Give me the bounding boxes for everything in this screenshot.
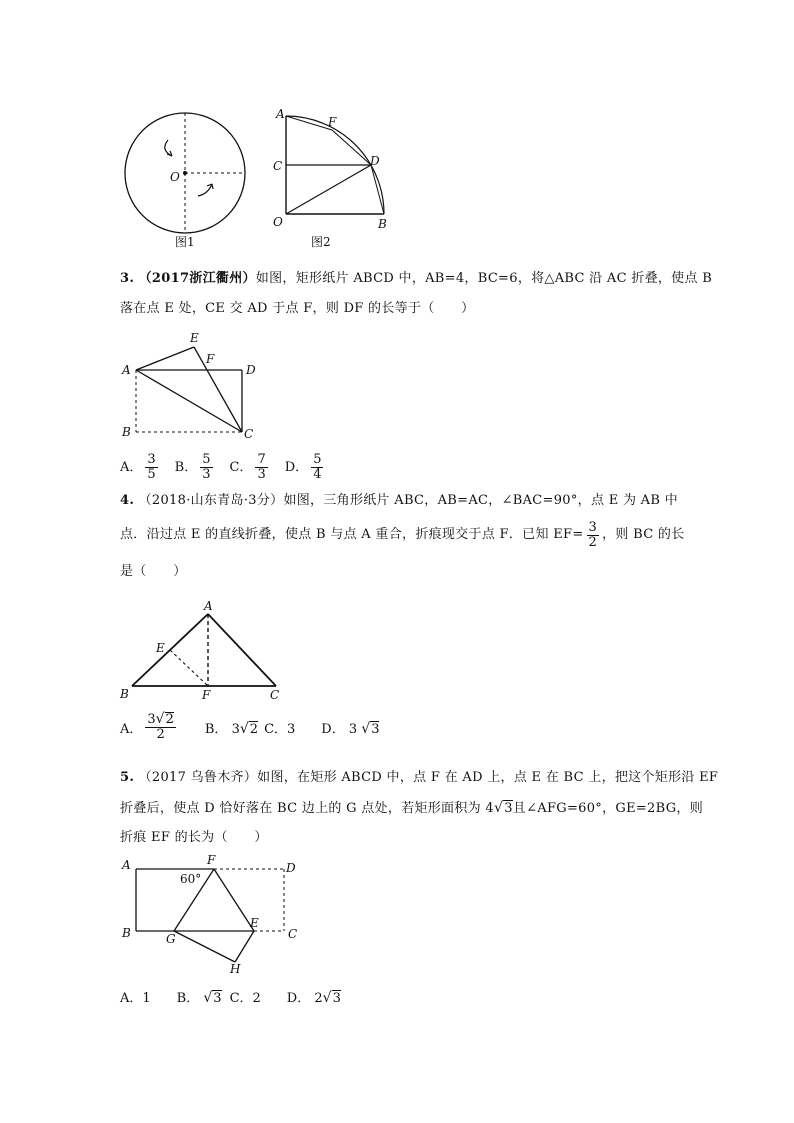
label-F: F bbox=[328, 115, 337, 129]
q5-figure bbox=[118, 852, 308, 977]
label-H: H bbox=[230, 962, 241, 976]
q4-line2: 点．沿过点 E 的直线折叠，使点 B 与点 A 重合，折痕现交于点 F．已知 EF= $\frac{3}{2}$ ，则 BC 的长 bbox=[120, 519, 685, 550]
label-D: D bbox=[286, 861, 296, 875]
q4-option-d[interactable]: D． 3 √3 bbox=[321, 720, 380, 737]
label-C: C bbox=[273, 159, 283, 173]
q5-option-b[interactable]: B． √3 bbox=[176, 990, 222, 1006]
label-D: D bbox=[370, 154, 380, 168]
segment-AC bbox=[208, 614, 276, 686]
q3-option-b[interactable]: B． $\frac{5}{3}$ bbox=[174, 452, 211, 482]
angle-60: 60° bbox=[180, 872, 202, 886]
q3-source: （2017浙江衢州） bbox=[138, 271, 256, 286]
ef-fraction: $\frac{3}{2}$ bbox=[588, 519, 598, 550]
q4-options bbox=[120, 712, 379, 742]
chord-DB bbox=[371, 165, 384, 214]
label-F: F bbox=[206, 352, 215, 366]
label-A: A bbox=[276, 107, 285, 121]
fig1-caption: 图1 bbox=[175, 235, 195, 249]
q3-text1: 如图，矩形纸片 ABCD 中，AB=4，BC=6，将△ABC 沿 AC 折叠，使点 B bbox=[255, 271, 713, 286]
q5-text1: 如图，在矩形 ABCD 中，点 F 在 AD 上，点 E 在 BC 上，把这个矩形沿 EF bbox=[257, 770, 719, 785]
label-O: O bbox=[273, 215, 283, 229]
segment-OD bbox=[286, 165, 371, 214]
center-point bbox=[183, 171, 187, 175]
q4-figure bbox=[118, 598, 293, 703]
label-A: A bbox=[122, 363, 131, 377]
figure-1-circle bbox=[120, 108, 250, 248]
label-C: C bbox=[244, 427, 254, 441]
label-D: D bbox=[246, 363, 256, 377]
q5-options bbox=[120, 987, 341, 1006]
q3-number: 3. bbox=[120, 271, 135, 286]
label-C: C bbox=[288, 927, 298, 941]
q5-option-c[interactable]: C．2 bbox=[229, 991, 261, 1006]
segment-HE bbox=[235, 931, 254, 962]
fig2-caption: 图2 bbox=[311, 235, 331, 249]
label-A: A bbox=[122, 858, 131, 872]
q5-option-a[interactable]: A．1 bbox=[120, 991, 151, 1006]
q5-source: （2017 乌鲁木齐） bbox=[138, 770, 258, 785]
segment-FE bbox=[214, 869, 254, 931]
segment-EC bbox=[194, 347, 242, 432]
q3-option-d[interactable]: D． $\frac{5}{4}$ bbox=[284, 452, 322, 482]
q3-options bbox=[120, 453, 326, 482]
q3-line1 bbox=[120, 270, 712, 288]
label-F: F bbox=[207, 853, 216, 867]
q4-number: 4. bbox=[120, 493, 135, 508]
q5-line2: 折叠后，使点 D 恰好落在 BC 边上的 G 点处，若矩形面积为 4√3且∠AFG=60°，GE=2BG，则 bbox=[120, 800, 704, 816]
q5-line3: 折痕 EF 的长为（ ） bbox=[120, 830, 268, 845]
segment-GH bbox=[174, 931, 235, 962]
q3-figure bbox=[118, 328, 268, 443]
q3-option-a[interactable]: A． $\frac{3}{5}$ bbox=[120, 452, 156, 482]
q3-line2: 落在点 E 处，CE 交 AD 于点 F，则 DF 的长等于（ ） bbox=[120, 301, 475, 316]
q4-source: （2018·山东青岛·3分） bbox=[138, 493, 284, 508]
label-O: O bbox=[170, 170, 180, 184]
q4-line3: 是（ ） bbox=[120, 564, 187, 579]
q5-line1 bbox=[120, 769, 718, 787]
label-G: G bbox=[166, 932, 176, 946]
segment-AC bbox=[136, 370, 242, 432]
q5-option-d[interactable]: D． 2√3 bbox=[286, 990, 341, 1006]
label-E: E bbox=[250, 916, 259, 930]
segment-EF-dashed bbox=[170, 650, 208, 686]
rotation-arrow-bottom bbox=[198, 184, 212, 196]
q5-number: 5. bbox=[120, 770, 135, 785]
q4-line1 bbox=[120, 492, 678, 510]
label-B: B bbox=[378, 217, 387, 231]
label-B: B bbox=[122, 425, 131, 439]
q4-option-a[interactable]: A． $\frac{3√2}{2}$ bbox=[120, 711, 174, 742]
q3-option-c[interactable]: C． $\frac{7}{3}$ bbox=[229, 452, 266, 482]
label-E: E bbox=[190, 331, 199, 345]
label-B: B bbox=[120, 687, 129, 701]
label-E: E bbox=[156, 641, 165, 655]
label-C: C bbox=[270, 688, 280, 702]
segment-AE bbox=[136, 347, 194, 370]
q4-option-b[interactable]: B． 3√2 bbox=[204, 720, 259, 737]
label-A: A bbox=[204, 599, 213, 613]
q4-option-c[interactable]: C．3 bbox=[264, 721, 296, 737]
figure-2-quarter-arc bbox=[270, 100, 400, 250]
label-F: F bbox=[202, 688, 211, 702]
q4-text1: 如图，三角形纸片 ABC，AB=AC，∠BAC=90°，点 E 为 AB 中 bbox=[283, 493, 678, 508]
label-B: B bbox=[122, 926, 131, 940]
